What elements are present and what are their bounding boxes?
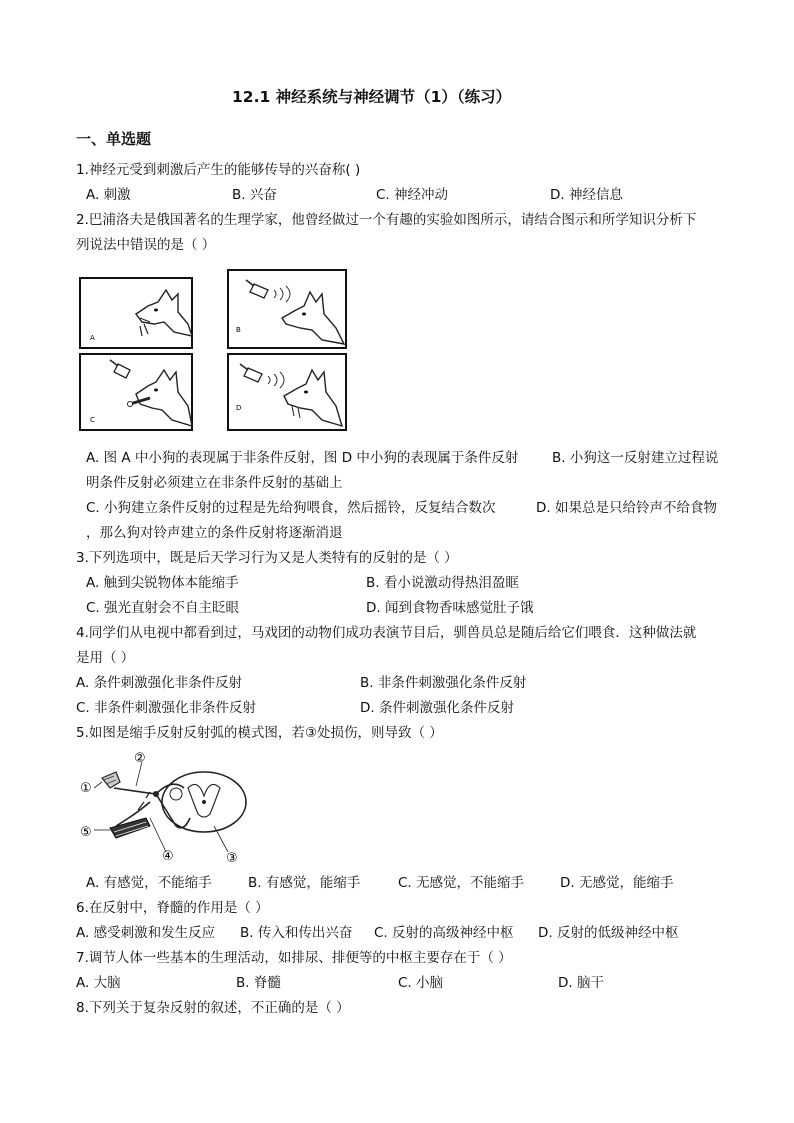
question-2-option-d: D. 如果总是只给铃声不给食物 bbox=[536, 500, 717, 516]
question-2-stem-line-2: 列说法中错误的是（ ） bbox=[76, 237, 216, 253]
question-3-option-b: B. 看小说激动得热泪盈眶 bbox=[366, 575, 519, 591]
question-4-option-b: B. 非条件刺激强化条件反射 bbox=[360, 675, 527, 691]
question-4-option-d: D. 条件刺激强化条件反射 bbox=[360, 700, 514, 716]
question-2-option-b-cont: 明条件反射必须建立在非条件反射的基础上 bbox=[86, 475, 343, 491]
label-1: ① bbox=[80, 781, 92, 796]
pavlov-experiment-figure bbox=[78, 266, 352, 434]
panel-c bbox=[80, 354, 192, 430]
question-3-option-d: D. 闻到食物香味感觉肚子饿 bbox=[366, 600, 534, 616]
question-1-option-b: B. 兴奋 bbox=[232, 187, 277, 203]
question-3-option-c: C. 强光直射会不自主眨眼 bbox=[86, 600, 240, 616]
question-2-option-a: A. 图 A 中小狗的表现属于非条件反射，图 D 中小狗的表现属于条件反射 bbox=[86, 450, 519, 466]
question-6-option-c: C. 反射的高级神经中枢 bbox=[374, 925, 514, 941]
question-6-option-d: D. 反射的低级神经中枢 bbox=[538, 925, 679, 941]
label-5: ⑤ bbox=[80, 825, 92, 840]
question-5-option-a: A. 有感觉，不能缩手 bbox=[86, 875, 212, 891]
question-7-option-c: C. 小脑 bbox=[398, 975, 444, 991]
question-4-option-a: A. 条件刺激强化非条件反射 bbox=[76, 675, 243, 691]
panel-label-c: C bbox=[90, 416, 95, 424]
reflex-arc-figure bbox=[80, 748, 250, 864]
question-4-stem-line-1: 4.同学们从电视中都看到过，马戏团的动物们成功表演节目后，驯兽员总是随后给它们喂食．这种做法就 bbox=[76, 625, 697, 641]
question-1-option-d: D. 神经信息 bbox=[550, 187, 623, 203]
question-1-option-c: C. 神经冲动 bbox=[376, 187, 449, 203]
question-7-stem: 7.调节人体一些基本的生理活动，如排尿、排便等的中枢主要存在于（ ） bbox=[76, 950, 512, 966]
question-7-option-d: D. 脑干 bbox=[558, 975, 604, 991]
receptor bbox=[102, 772, 120, 788]
label-2: ② bbox=[134, 751, 146, 766]
label-3: ③ bbox=[226, 851, 238, 864]
question-5-option-b: B. 有感觉，能缩手 bbox=[248, 875, 361, 891]
question-3-stem: 3.下列选项中，既是后天学习行为又是人类特有的反射的是（ ） bbox=[76, 550, 458, 566]
question-3-option-a: A. 触到尖锐物体本能缩手 bbox=[86, 575, 239, 591]
panel-label-d: D bbox=[236, 404, 242, 412]
question-2-option-b: B. 小狗这一反射建立过程说 bbox=[552, 450, 719, 466]
panel-label-a: A bbox=[90, 334, 95, 342]
question-6-option-b: B. 传入和传出兴奋 bbox=[240, 925, 353, 941]
panel-d bbox=[228, 354, 346, 430]
question-7-option-b: B. 脊髓 bbox=[236, 975, 281, 991]
panel-label-b: B bbox=[236, 326, 241, 334]
label-4: ④ bbox=[162, 849, 174, 864]
question-6-option-a: A. 感受刺激和发生反应 bbox=[76, 925, 216, 941]
question-8-stem: 8.下列关于复杂反射的叙述，不正确的是（ ） bbox=[76, 1000, 350, 1016]
question-5-option-d: D. 无感觉，能缩手 bbox=[560, 875, 674, 891]
question-4-option-c: C. 非条件刺激强化非条件反射 bbox=[76, 700, 257, 716]
page-title: 12.1 神经系统与神经调节（1）（练习） bbox=[232, 88, 512, 106]
question-2-option-d-cont: ，那么狗对铃声建立的条件反射将逐渐消退 bbox=[86, 525, 343, 541]
section-heading: 一、单选题 bbox=[76, 130, 152, 148]
question-5-option-c: C. 无感觉，不能缩手 bbox=[398, 875, 525, 891]
question-7-option-a: A. 大脑 bbox=[76, 975, 121, 991]
effector-muscle bbox=[110, 818, 150, 838]
panel-a bbox=[80, 278, 192, 348]
question-6-stem: 6.在反射中，脊髓的作用是（ ） bbox=[76, 900, 269, 916]
question-4-stem-line-2: 是用（ ） bbox=[76, 650, 135, 666]
panel-b bbox=[228, 270, 346, 348]
question-2-option-c: C. 小狗建立条件反射的过程是先给狗喂食，然后摇铃，反复结合数次 bbox=[86, 500, 496, 516]
question-1-stem: 1.神经元受到刺激后产生的能够传导的兴奋称( ) bbox=[76, 162, 361, 178]
question-2-stem-line-1: 2.巴浦洛夫是俄国著名的生理学家，他曾经做过一个有趣的实验如图所示，请结合图示和所学知识分析下 bbox=[76, 212, 697, 228]
question-1-option-a: A. 刺激 bbox=[86, 187, 131, 203]
question-5-stem: 5.如图是缩手反射反射弧的模式图，若③处损伤，则导致（ ） bbox=[76, 725, 443, 741]
